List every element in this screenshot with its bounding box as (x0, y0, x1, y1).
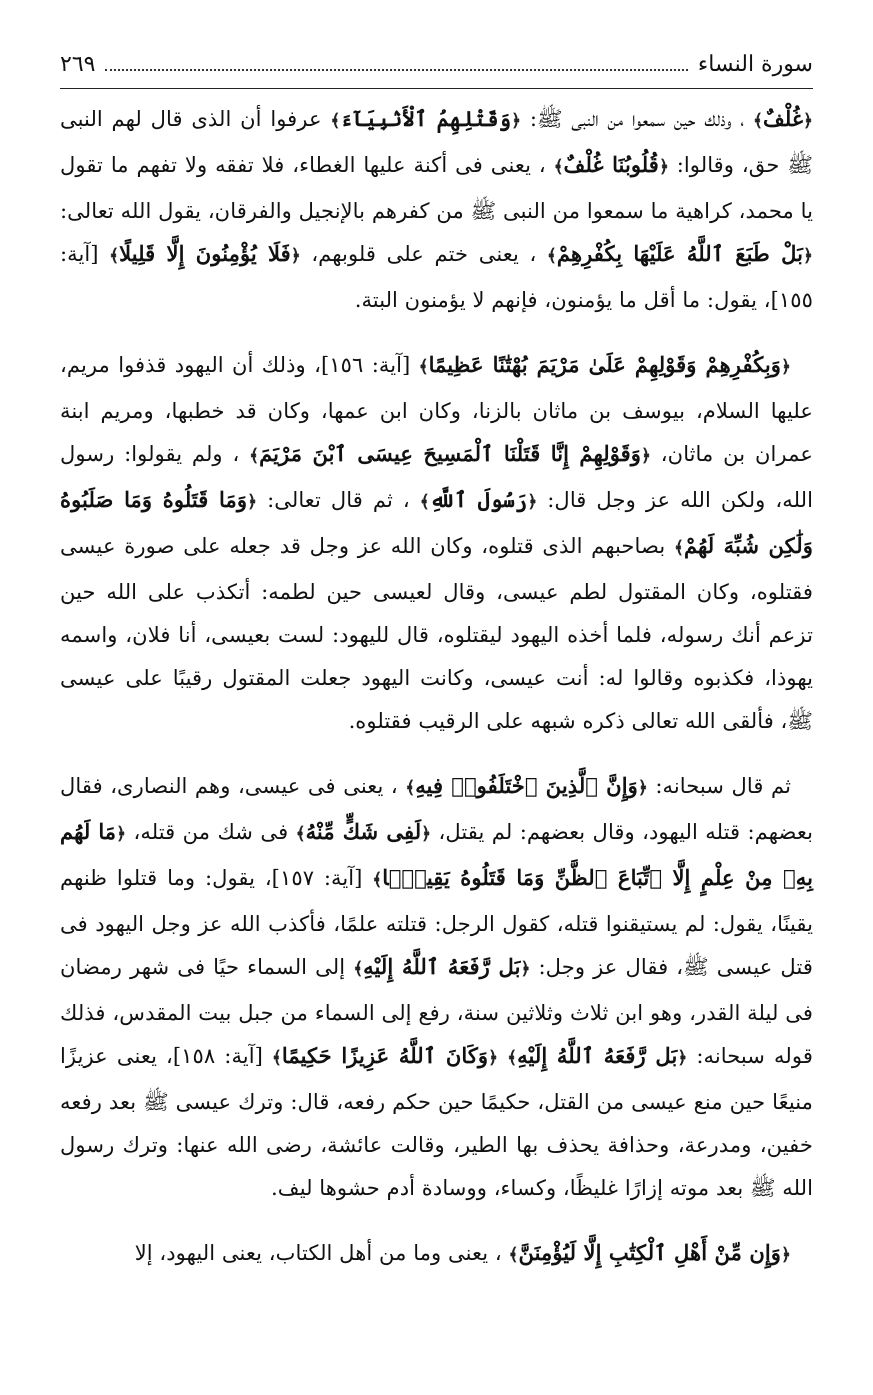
verse-close-bracket-icon: ﴾ (249, 446, 260, 466)
quran-verse (330, 106, 521, 131)
quran-verse (419, 352, 791, 377)
verse-close-bracket-icon: ﴾ (109, 246, 120, 266)
verse-text: لَفِى شَكٍّ مِّنْهُ (305, 819, 422, 844)
quran-verse (753, 106, 813, 131)
quran-verse (547, 241, 813, 266)
commentary-text: إلى السماء حيًا فى شهر رمضان فى ليلة القدر، وهو ابن ثلاث وثلاثين سنة، رفع إلى السماء من جبل بيت المقدس، فذلك قوله سبحانه: (60, 954, 813, 1068)
quran-verse (554, 152, 669, 177)
commentary-text: ثم قال سبحانه: (647, 773, 792, 798)
verse-text: وَمَا قَتَلُوهُ وَمَا صَلَبُوهُ وَلَٰكِن شُبِّهَ لَهُمْ (60, 487, 813, 558)
commentary-text: بصاحبهم الذى قتلوه، وكان الله عز وجل قد جعله على صورة عيسى فقتلوه، وكان المقتول لطم عيسى، وقال لعيسى حين لطمه: أتكذب على الله حين تزعم أنك رسوله، فلما أخذه اليهود ليقتلوه، قال لليهود: لست بعيسى، أنا فلان، واسمه يهوذا، فكذبوه وقالوا له: أنت عيسى، وكانت اليهود جعلت المقتول رقيبًا على عيسى ﷺ، فألقى الله تعالى ذكره شبهه على الرقيب فقتلوه. (60, 533, 813, 733)
verse-open-bracket-icon: ﴿ (803, 111, 813, 131)
commentary-text: [آية: ١٥٥]، يقول: ما أقل ما يؤمنون، فإنهم لا يؤمنون البتة. (60, 241, 813, 312)
verse-text: وَبِكُفْرِهِمْ وَقَوْلِهِمْ عَلَىٰ مَرْيَمَ بُهْتَٰنًا عَظِيمًا (428, 352, 782, 377)
body-text (60, 97, 813, 1277)
verse-close-bracket-icon: ﴾ (508, 1245, 519, 1265)
verse-open-bracket-icon: ﴿ (421, 824, 432, 844)
quran-verse (405, 773, 648, 798)
verse-close-bracket-icon: ﴾ (418, 357, 429, 377)
page-number: ٢٦٩ (60, 52, 96, 77)
quran-verse (272, 1043, 498, 1068)
verse-text: غُلْفٌ (763, 106, 804, 131)
verse-text: وَكَانَ ٱللَّهُ عَزِيزًا حَكِيمًا (281, 1043, 489, 1068)
verse-text: بَلْ طَبَعَ ٱللَّهُ عَلَيْهَا بِكُفْرِهِمْ (556, 241, 804, 266)
running-header (60, 52, 813, 89)
verse-open-bracket-icon: ﴿ (116, 824, 127, 844)
quran-verse (109, 241, 301, 266)
commentary-text: ، ولم يقولوا: رسول الله، ولكن الله عز وجل قال: (60, 441, 813, 512)
verse-open-bracket-icon: ﴿ (781, 357, 791, 377)
verse-text: وَقَتْلِهِمُ ٱلْأَنۢبِيَآءَ (340, 106, 512, 131)
commentary-text: ، ثم قال تعالى: (257, 487, 420, 512)
verse-open-bracket-icon: ﴿ (488, 1048, 499, 1068)
verse-open-bracket-icon: ﴿ (641, 446, 652, 466)
verse-close-bracket-icon: ﴾ (753, 111, 763, 131)
verse-text: وَقَوْلِهِمْ إِنَّا قَتَلْنَا ٱلْمَسِيحَ عِيسَى ٱبْنَ مَرْيَمَ (259, 441, 642, 466)
verse-close-bracket-icon: ﴾ (419, 492, 430, 512)
verse-close-bracket-icon: ﴾ (271, 1048, 282, 1068)
commentary-text: [آية: ١٥٨]، يعنى عزيزًا منيعًا حين منع عيسى من القتل، حكيمًا حين حكم رفعه، قال: وترك عيسى ﷺ بعد رفعه خفين، ومدرعة، وحذافة يحذف بها الطير، وقالت عائشة، رضى الله عنها: وترك رسول الله ﷺ بعد موته إزارًا غليظًا، وكساء، ووسادة أدم حشوها ليف. (60, 1043, 813, 1200)
quran-verse (353, 954, 530, 979)
paragraph-p3 (60, 764, 813, 1209)
verse-text: بَل رَّفَعَهُ ٱللَّهُ إِلَيْهِ (517, 1043, 678, 1068)
verse-open-bracket-icon: ﴿ (658, 157, 669, 177)
verse-text: بَل رَّفَعَهُ ٱللَّهُ إِلَيْهِ (363, 954, 521, 979)
verse-open-bracket-icon: ﴿ (520, 959, 531, 979)
verse-text: وَإِنَّ ٱلَّذِينَ ٱخْتَلَفُوا۟ فِيهِ (415, 773, 638, 798)
verse-open-bracket-icon: ﴿ (527, 492, 538, 512)
quran-verse (420, 487, 538, 512)
verse-text: وَإِن مِّنْ أَهْلِ ٱلْكِتَٰبِ إِلَّا لَيُؤْمِنَنَّ (518, 1240, 782, 1265)
commentary-text: [آية: ١٥٦]، وذلك أن اليهود قذفوا مريم، عليها السلام، بيوسف بن ماثان بالزنا، وكان ابن عمها، وكان قد خطبها، ومريم ابنة عمران بن ماثان، (60, 352, 813, 466)
book-page (60, 52, 813, 1375)
commentary-text: ، يعنى فى أكنة عليها الغطاء، فلا تفقه ولا تفهم ما تقول يا محمد، كراهية ما سمعوا من النبى ﷺ من كفرهم بالإنجيل والفرقان، يقول الله تعالى: (60, 152, 813, 223)
commentary-text: ، يعنى فى عيسى، وهم النصارى، فقال بعضهم: قتله اليهود، وقال بعضهم: لم يقتل، (60, 773, 814, 844)
quran-verse (507, 1043, 687, 1068)
paragraph-p2 (60, 343, 813, 742)
verse-close-bracket-icon: ﴾ (353, 959, 364, 979)
leader-dots (105, 69, 687, 71)
verse-close-bracket-icon: ﴾ (507, 1048, 518, 1068)
verse-close-bracket-icon: ﴾ (546, 246, 557, 266)
commentary-text: ، يعنى ختم على قلوبهم، (300, 241, 547, 266)
quran-verse (296, 819, 432, 844)
verse-open-bracket-icon: ﴿ (511, 111, 522, 131)
verse-close-bracket-icon: ﴾ (330, 111, 341, 131)
surah-title: سورة النساء (697, 52, 813, 77)
verse-close-bracket-icon: ﴾ (405, 778, 416, 798)
quran-verse (509, 1240, 792, 1265)
verse-close-bracket-icon: ﴾ (553, 157, 564, 177)
verse-close-bracket-icon: ﴾ (372, 870, 383, 890)
commentary-text: فى شك من قتله، (126, 819, 296, 844)
commentary-text: عرفوا أن الذى قال لهم النبى ﷺ حق، وقالوا: (60, 106, 813, 177)
verse-text: رَسُولَ ٱللَّهِ (429, 487, 528, 512)
verse-close-bracket-icon: ﴾ (673, 538, 684, 558)
commentary-text (498, 1043, 507, 1068)
verse-open-bracket-icon: ﴿ (781, 1245, 791, 1265)
commentary-text: [آية: ١٥٧]، يقول: وما قتلوا ظنهم يقينًا، يقول: لم يستيقنوا قتله، كقول الرجل: قتلته علمًا، فأكذب الله عز وجل اليهود فى قتل عيسى ﷺ، فقال عز وجل: (60, 865, 813, 979)
verse-open-bracket-icon: ﴿ (637, 778, 648, 798)
verse-open-bracket-icon: ﴿ (677, 1048, 688, 1068)
verse-close-bracket-icon: ﴾ (295, 824, 306, 844)
verse-open-bracket-icon: ﴿ (290, 246, 301, 266)
verse-text: قُلُوبُنَا غُلْفٌ (563, 152, 659, 177)
commentary-text: ، يعنى وما من أهل الكتاب، يعنى اليهود، إلا (134, 1240, 509, 1265)
verse-text: فَلَا يُؤْمِنُونَ إِلَّا قَلِيلًا (119, 241, 291, 266)
paragraph-p4 (60, 1231, 813, 1277)
quran-verse (249, 441, 651, 466)
paragraph-p1 (60, 97, 813, 321)
verse-text: مَا لَهُم بِهِۦ مِنْ عِلْمٍ إِلَّا ٱتِّبَاعَ ٱلظَّنِّ وَمَا قَتَلُوهُ يَقِينًۢا (60, 819, 813, 890)
commentary-text: ، وذلك حين سمعوا من النبى ﷺ: (521, 106, 754, 131)
verse-open-bracket-icon: ﴿ (247, 492, 258, 512)
verse-open-bracket-icon: ﴿ (803, 246, 813, 266)
